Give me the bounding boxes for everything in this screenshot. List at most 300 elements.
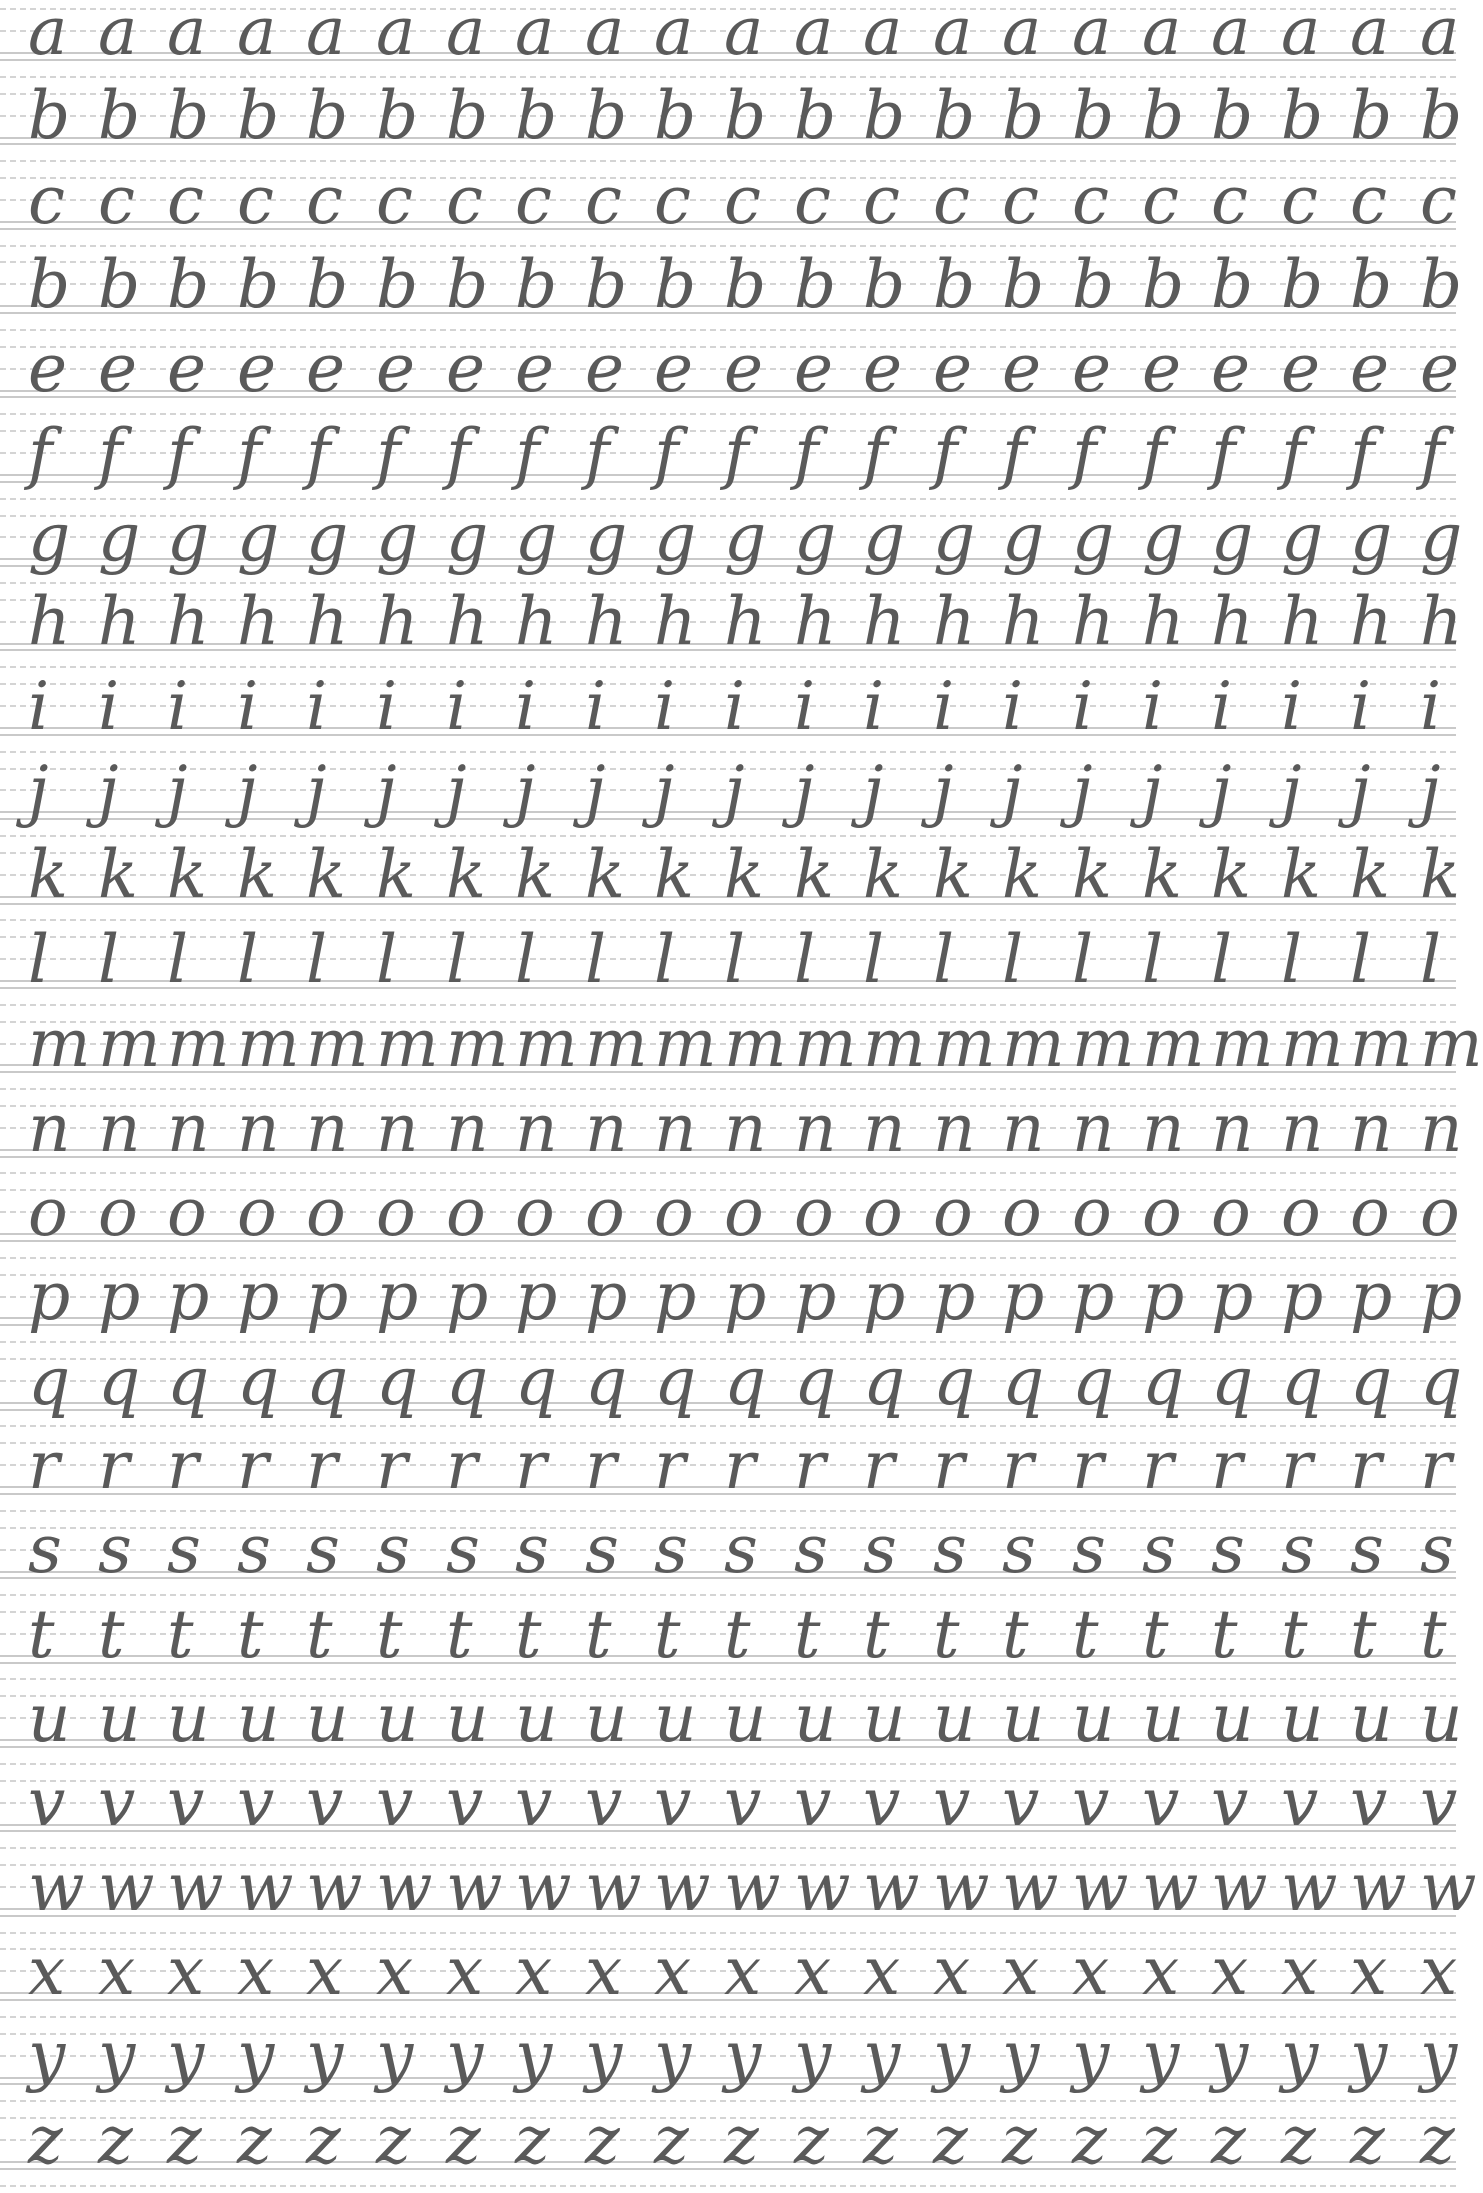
- cursive-letter: u: [585, 1680, 628, 1757]
- cursive-letter: a: [306, 0, 346, 70]
- cursive-letter: l: [1420, 921, 1442, 998]
- cursive-letter: i: [1002, 668, 1024, 745]
- descender-guide-line: [0, 1763, 1456, 1765]
- cursive-letter: q: [28, 1343, 71, 1420]
- cursive-letter: v: [1072, 1764, 1110, 1841]
- cursive-letter: c: [654, 162, 691, 239]
- cursive-letter: m: [515, 1005, 578, 1082]
- cursive-letter: q: [1350, 1343, 1393, 1420]
- cursive-letter: v: [585, 1764, 623, 1841]
- cursive-letter: f: [1002, 415, 1027, 492]
- cursive-letter: e: [933, 330, 973, 407]
- ascender-guide-line: [0, 2033, 1456, 2035]
- cursive-letter: z: [654, 2102, 689, 2179]
- cursive-letter: v: [446, 1764, 484, 1841]
- cursive-letter: g: [654, 499, 697, 576]
- cursive-letter: j: [167, 752, 188, 829]
- descender-guide-line: [0, 245, 1456, 247]
- midline-guide: [0, 368, 1456, 370]
- cursive-letter: s: [237, 1511, 271, 1588]
- descender-guide-line: [0, 919, 1456, 921]
- cursive-letter: w: [28, 1849, 85, 1926]
- cursive-letter: y: [1211, 2017, 1249, 2094]
- cursive-letter: h: [1420, 583, 1463, 660]
- letter-row-x: [0, 1933, 1458, 2024]
- cursive-letter: u: [794, 1680, 837, 1757]
- cursive-letter: e: [1002, 330, 1042, 407]
- ascender-guide-line: [0, 1948, 1456, 1950]
- cursive-letter: z: [1072, 2102, 1107, 2179]
- cursive-letter: j: [724, 752, 745, 829]
- cursive-letter: p: [585, 1258, 628, 1335]
- cursive-letter: i: [1350, 668, 1372, 745]
- cursive-letter: r: [306, 1427, 338, 1504]
- baseline-rule-lower: [0, 818, 1456, 820]
- cursive-letter: v: [1142, 1764, 1180, 1841]
- cursive-letter: f: [1350, 415, 1375, 492]
- ascender-guide-line: [0, 2117, 1456, 2119]
- cursive-letter: u: [1002, 1680, 1045, 1757]
- cursive-letter: u: [167, 1680, 210, 1757]
- cursive-letter: w: [515, 1849, 572, 1926]
- cursive-letter: k: [167, 836, 207, 913]
- descender-guide-line: [0, 2016, 1456, 2018]
- cursive-letter: c: [1420, 162, 1457, 239]
- cursive-letter: x: [1072, 1933, 1110, 2010]
- cursive-letter: c: [98, 162, 135, 239]
- cursive-letter: j: [306, 752, 327, 829]
- baseline-rule-lower: [0, 1662, 1456, 1664]
- cursive-letter: k: [237, 836, 277, 913]
- cursive-letter: x: [654, 1933, 692, 2010]
- cursive-letter: e: [306, 330, 346, 407]
- cursive-letter: f: [237, 415, 262, 492]
- cursive-letter: q: [585, 1343, 628, 1420]
- cursive-letter: t: [724, 1596, 751, 1673]
- cursive-letter: m: [654, 1005, 717, 1082]
- cursive-letter: u: [1211, 1680, 1254, 1757]
- cursive-letter: y: [376, 2017, 414, 2094]
- cursive-letter: e: [446, 330, 486, 407]
- cursive-letter: l: [1350, 921, 1372, 998]
- ascender-guide-line: [0, 515, 1456, 517]
- ascender-guide-line: [0, 1021, 1456, 1023]
- descender-guide-line: [0, 835, 1456, 837]
- cursive-letter: n: [933, 1090, 976, 1167]
- cursive-letter: z: [1281, 2102, 1316, 2179]
- cursive-letter: q: [863, 1343, 906, 1420]
- cursive-letter: n: [794, 1090, 837, 1167]
- descender-guide-line: [0, 1594, 1456, 1596]
- cursive-letter: z: [1142, 2102, 1177, 2179]
- cursive-letter: g: [585, 499, 628, 576]
- cursive-letter: f: [654, 415, 679, 492]
- baseline-rule: [0, 643, 1456, 645]
- baseline-rule-lower: [0, 1577, 1456, 1579]
- cursive-letter: v: [1281, 1764, 1319, 1841]
- baseline-rule-lower: [0, 228, 1456, 230]
- cursive-letter: t: [1281, 1596, 1308, 1673]
- cursive-letter: b: [654, 246, 697, 323]
- cursive-letter: v: [1350, 1764, 1388, 1841]
- cursive-letter: w: [1142, 1849, 1199, 1926]
- cursive-letter: m: [237, 1005, 300, 1082]
- descender-guide-line: [0, 1847, 1456, 1849]
- cursive-letter: b: [167, 246, 210, 323]
- descender-guide-line: [0, 329, 1456, 331]
- midline-guide: [0, 283, 1456, 285]
- cursive-letter: y: [1350, 2017, 1388, 2094]
- cursive-letter: e: [237, 330, 277, 407]
- cursive-letter: u: [933, 1680, 976, 1757]
- letter-row-k: [0, 836, 1460, 927]
- cursive-letter: r: [1420, 1427, 1452, 1504]
- descender-guide-line: [0, 1088, 1456, 1090]
- cursive-letter: r: [237, 1427, 269, 1504]
- letter-row-w: [0, 1849, 1477, 1940]
- baseline-rule: [0, 137, 1456, 139]
- cursive-letter: e: [654, 330, 694, 407]
- descender-guide-line: [0, 1341, 1456, 1343]
- cursive-letter: e: [1211, 330, 1251, 407]
- cursive-letter: e: [724, 330, 764, 407]
- cursive-letter: o: [863, 1174, 903, 1251]
- cursive-letter: m: [1002, 1005, 1065, 1082]
- cursive-letter: r: [98, 1427, 130, 1504]
- cursive-letter: g: [446, 499, 489, 576]
- cursive-letter: r: [1142, 1427, 1174, 1504]
- ascender-guide-line: [0, 1695, 1456, 1697]
- cursive-letter: h: [1281, 583, 1324, 660]
- cursive-letter: z: [863, 2102, 898, 2179]
- cursive-letter: b: [1002, 77, 1045, 154]
- letter-row-y: [0, 2017, 1458, 2108]
- baseline-rule-lower: [0, 2083, 1456, 2085]
- cursive-letter: k: [98, 836, 138, 913]
- midline-guide: [0, 1464, 1456, 1466]
- cursive-letter: r: [446, 1427, 478, 1504]
- cursive-letter: f: [28, 415, 53, 492]
- cursive-letter: b: [376, 77, 419, 154]
- cursive-letter: b: [1142, 246, 1185, 323]
- cursive-letter: r: [376, 1427, 408, 1504]
- cursive-letter: g: [1211, 499, 1254, 576]
- midline-guide: [0, 621, 1456, 623]
- cursive-letter: i: [167, 668, 189, 745]
- cursive-letter: h: [585, 583, 628, 660]
- baseline-rule-lower: [0, 1324, 1456, 1326]
- cursive-letter: h: [306, 583, 349, 660]
- cursive-letter: h: [98, 583, 141, 660]
- descender-guide-line: [0, 413, 1456, 415]
- letter-row-g: [0, 499, 1463, 590]
- cursive-letter: p: [1281, 1258, 1324, 1335]
- letter-row-m: [0, 1005, 1483, 1096]
- cursive-letter: i: [1211, 668, 1233, 745]
- cursive-letter: c: [1281, 162, 1318, 239]
- ascender-guide-line: [0, 768, 1456, 770]
- cursive-letter: r: [724, 1427, 756, 1504]
- cursive-letter: p: [515, 1258, 558, 1335]
- cursive-letter: h: [1072, 583, 1115, 660]
- cursive-letter: u: [306, 1680, 349, 1757]
- cursive-letter: q: [794, 1343, 837, 1420]
- cursive-letter: n: [28, 1090, 71, 1167]
- cursive-letter: n: [863, 1090, 906, 1167]
- cursive-letter: w: [585, 1849, 642, 1926]
- cursive-letter: k: [1072, 836, 1112, 913]
- letter-row-h: [0, 583, 1463, 674]
- cursive-letter: n: [167, 1090, 210, 1167]
- cursive-letter: p: [1211, 1258, 1254, 1335]
- cursive-letter: z: [933, 2102, 968, 2179]
- cursive-letter: v: [237, 1764, 275, 1841]
- cursive-letter: a: [98, 0, 138, 70]
- cursive-letter: k: [863, 836, 903, 913]
- cursive-letter: k: [1002, 836, 1042, 913]
- cursive-letter: m: [794, 1005, 857, 1082]
- cursive-letter: y: [1072, 2017, 1110, 2094]
- letter-row-r: [0, 1427, 1456, 1518]
- ascender-guide-line: [0, 599, 1456, 601]
- cursive-letter: y: [933, 2017, 971, 2094]
- cursive-letter: h: [724, 583, 767, 660]
- cursive-letter: g: [98, 499, 141, 576]
- cursive-letter: b: [1420, 77, 1463, 154]
- cursive-letter: v: [1420, 1764, 1458, 1841]
- baseline-rule-lower: [0, 1493, 1456, 1495]
- cursive-letter: j: [933, 752, 954, 829]
- cursive-letter: s: [306, 1511, 340, 1588]
- cursive-letter: l: [585, 921, 607, 998]
- baseline-rule: [0, 1992, 1456, 1994]
- cursive-letter: a: [28, 0, 68, 70]
- cursive-letter: s: [1211, 1511, 1245, 1588]
- letter-row-s: [0, 1511, 1456, 1602]
- midline-guide: [0, 1127, 1456, 1129]
- cursive-letter: e: [515, 330, 555, 407]
- cursive-letter: x: [863, 1933, 901, 2010]
- cursive-letter: v: [724, 1764, 762, 1841]
- cursive-letter: w: [98, 1849, 155, 1926]
- cursive-letter: g: [167, 499, 210, 576]
- cursive-letter: m: [724, 1005, 787, 1082]
- cursive-letter: h: [1350, 583, 1393, 660]
- cursive-letter: h: [1142, 583, 1185, 660]
- cursive-letter: i: [237, 668, 259, 745]
- cursive-letter: r: [1350, 1427, 1382, 1504]
- cursive-letter: i: [515, 668, 537, 745]
- baseline-rule-lower: [0, 565, 1456, 567]
- ascender-guide-line: [0, 852, 1456, 854]
- cursive-letter: w: [376, 1849, 433, 1926]
- cursive-letter: u: [1350, 1680, 1393, 1757]
- cursive-letter: s: [376, 1511, 410, 1588]
- cursive-letter: b: [1072, 246, 1115, 323]
- cursive-letter: y: [1002, 2017, 1040, 2094]
- cursive-letter: n: [515, 1090, 558, 1167]
- cursive-letter: w: [446, 1849, 503, 1926]
- cursive-letter: g: [515, 499, 558, 576]
- cursive-letter: l: [1281, 921, 1303, 998]
- cursive-letter: b: [585, 77, 628, 154]
- cursive-letter: v: [98, 1764, 136, 1841]
- cursive-letter: m: [1420, 1005, 1483, 1082]
- cursive-letter: m: [585, 1005, 648, 1082]
- cursive-letter: q: [1420, 1343, 1463, 1420]
- cursive-letter: o: [446, 1174, 486, 1251]
- cursive-letter: a: [376, 0, 416, 70]
- descender-guide-line: [0, 76, 1456, 78]
- cursive-letter: c: [306, 162, 343, 239]
- cursive-letter: t: [1072, 1596, 1099, 1673]
- baseline-rule: [0, 980, 1456, 982]
- baseline-rule-lower: [0, 734, 1456, 736]
- cursive-letter: k: [724, 836, 764, 913]
- cursive-letter: a: [724, 0, 764, 70]
- cursive-letter: j: [1350, 752, 1371, 829]
- cursive-letter: t: [446, 1596, 473, 1673]
- cursive-letter: c: [446, 162, 483, 239]
- letter-row-l: [0, 921, 1456, 1012]
- cursive-letter: y: [515, 2017, 553, 2094]
- cursive-letter: b: [306, 77, 349, 154]
- cursive-letter: z: [237, 2102, 272, 2179]
- cursive-letter: f: [167, 415, 192, 492]
- cursive-letter: s: [724, 1511, 758, 1588]
- letter-row-f: [0, 415, 1456, 506]
- cursive-letter: x: [167, 1933, 205, 2010]
- midline-guide: [0, 958, 1456, 960]
- cursive-letter: b: [724, 246, 767, 323]
- cursive-letter: o: [1350, 1174, 1390, 1251]
- cursive-letter: b: [28, 246, 71, 323]
- cursive-letter: n: [585, 1090, 628, 1167]
- cursive-letter: x: [1350, 1933, 1388, 2010]
- cursive-letter: i: [98, 668, 120, 745]
- ascender-guide-line: [0, 261, 1456, 263]
- cursive-letter: r: [794, 1427, 826, 1504]
- cursive-letter: n: [724, 1090, 767, 1167]
- cursive-letter: i: [1072, 668, 1094, 745]
- cursive-letter: y: [724, 2017, 762, 2094]
- cursive-letter: i: [724, 668, 746, 745]
- ascender-guide-line: [0, 1442, 1456, 1444]
- cursive-letter: r: [1281, 1427, 1313, 1504]
- cursive-letter: x: [376, 1933, 414, 2010]
- cursive-letter: b: [1350, 77, 1393, 154]
- cursive-letter: b: [306, 246, 349, 323]
- cursive-letter: t: [863, 1596, 890, 1673]
- cursive-letter: z: [446, 2102, 481, 2179]
- cursive-letter: p: [794, 1258, 837, 1335]
- cursive-letter: w: [167, 1849, 224, 1926]
- cursive-letter: y: [28, 2017, 66, 2094]
- cursive-letter: s: [794, 1511, 828, 1588]
- cursive-letter: v: [933, 1764, 971, 1841]
- cursive-letter: v: [1211, 1764, 1249, 1841]
- cursive-letter: o: [1420, 1174, 1460, 1251]
- cursive-letter: r: [1072, 1427, 1104, 1504]
- cursive-letter: o: [933, 1174, 973, 1251]
- cursive-letter: g: [1420, 499, 1463, 576]
- cursive-letter: w: [654, 1849, 711, 1926]
- cursive-letter: l: [654, 921, 676, 998]
- cursive-letter: p: [863, 1258, 906, 1335]
- ascender-guide-line: [0, 177, 1456, 179]
- cursive-letter: y: [98, 2017, 136, 2094]
- cursive-letter: e: [1281, 330, 1321, 407]
- cursive-letter: u: [1281, 1680, 1324, 1757]
- baseline-rule-lower: [0, 59, 1456, 61]
- cursive-letter: p: [237, 1258, 280, 1335]
- cursive-letter: p: [1002, 1258, 1045, 1335]
- cursive-letter: r: [933, 1427, 965, 1504]
- descender-guide-line: [0, 160, 1456, 162]
- cursive-letter: o: [515, 1174, 555, 1251]
- baseline-rule: [0, 1908, 1456, 1910]
- baseline-rule: [0, 2161, 1456, 2163]
- cursive-letter: t: [1350, 1596, 1377, 1673]
- cursive-letter: b: [1142, 77, 1185, 154]
- midline-guide: [0, 1380, 1456, 1382]
- cursive-letter: b: [933, 77, 976, 154]
- cursive-letter: l: [724, 921, 746, 998]
- cursive-letter: b: [167, 77, 210, 154]
- cursive-letter: p: [306, 1258, 349, 1335]
- cursive-letter: z: [724, 2102, 759, 2179]
- cursive-letter: l: [306, 921, 328, 998]
- cursive-letter: w: [1350, 1849, 1407, 1926]
- cursive-letter: k: [1142, 836, 1182, 913]
- cursive-letter: l: [515, 921, 537, 998]
- cursive-letter: c: [585, 162, 622, 239]
- cursive-letter: a: [1002, 0, 1042, 70]
- cursive-letter: q: [376, 1343, 419, 1420]
- cursive-letter: o: [724, 1174, 764, 1251]
- cursive-letter: b: [515, 246, 558, 323]
- cursive-letter: x: [1142, 1933, 1180, 2010]
- cursive-letter: g: [1072, 499, 1115, 576]
- cursive-letter: q: [1281, 1343, 1324, 1420]
- cursive-letter: z: [376, 2102, 411, 2179]
- midline-guide: [0, 115, 1456, 117]
- cursive-letter: v: [167, 1764, 205, 1841]
- cursive-letter: n: [237, 1090, 280, 1167]
- baseline-rule-lower: [0, 903, 1456, 905]
- ascender-guide-line: [0, 1527, 1456, 1529]
- cursive-letter: s: [654, 1511, 688, 1588]
- cursive-letter: p: [933, 1258, 976, 1335]
- cursive-letter: w: [1211, 1849, 1268, 1926]
- cursive-letter: m: [306, 1005, 369, 1082]
- cursive-letter: k: [376, 836, 416, 913]
- cursive-letter: k: [585, 836, 625, 913]
- cursive-letter: x: [446, 1933, 484, 2010]
- cursive-letter: y: [1142, 2017, 1180, 2094]
- cursive-letter: k: [654, 836, 694, 913]
- cursive-letter: r: [515, 1427, 547, 1504]
- cursive-letter: f: [1142, 415, 1167, 492]
- cursive-letter: b: [654, 77, 697, 154]
- cursive-letter: a: [585, 0, 625, 70]
- cursive-letter: p: [376, 1258, 419, 1335]
- cursive-letter: m: [933, 1005, 996, 1082]
- cursive-letter: w: [1002, 1849, 1059, 1926]
- cursive-letter: j: [654, 752, 675, 829]
- cursive-letter: u: [654, 1680, 697, 1757]
- cursive-letter: b: [1211, 77, 1254, 154]
